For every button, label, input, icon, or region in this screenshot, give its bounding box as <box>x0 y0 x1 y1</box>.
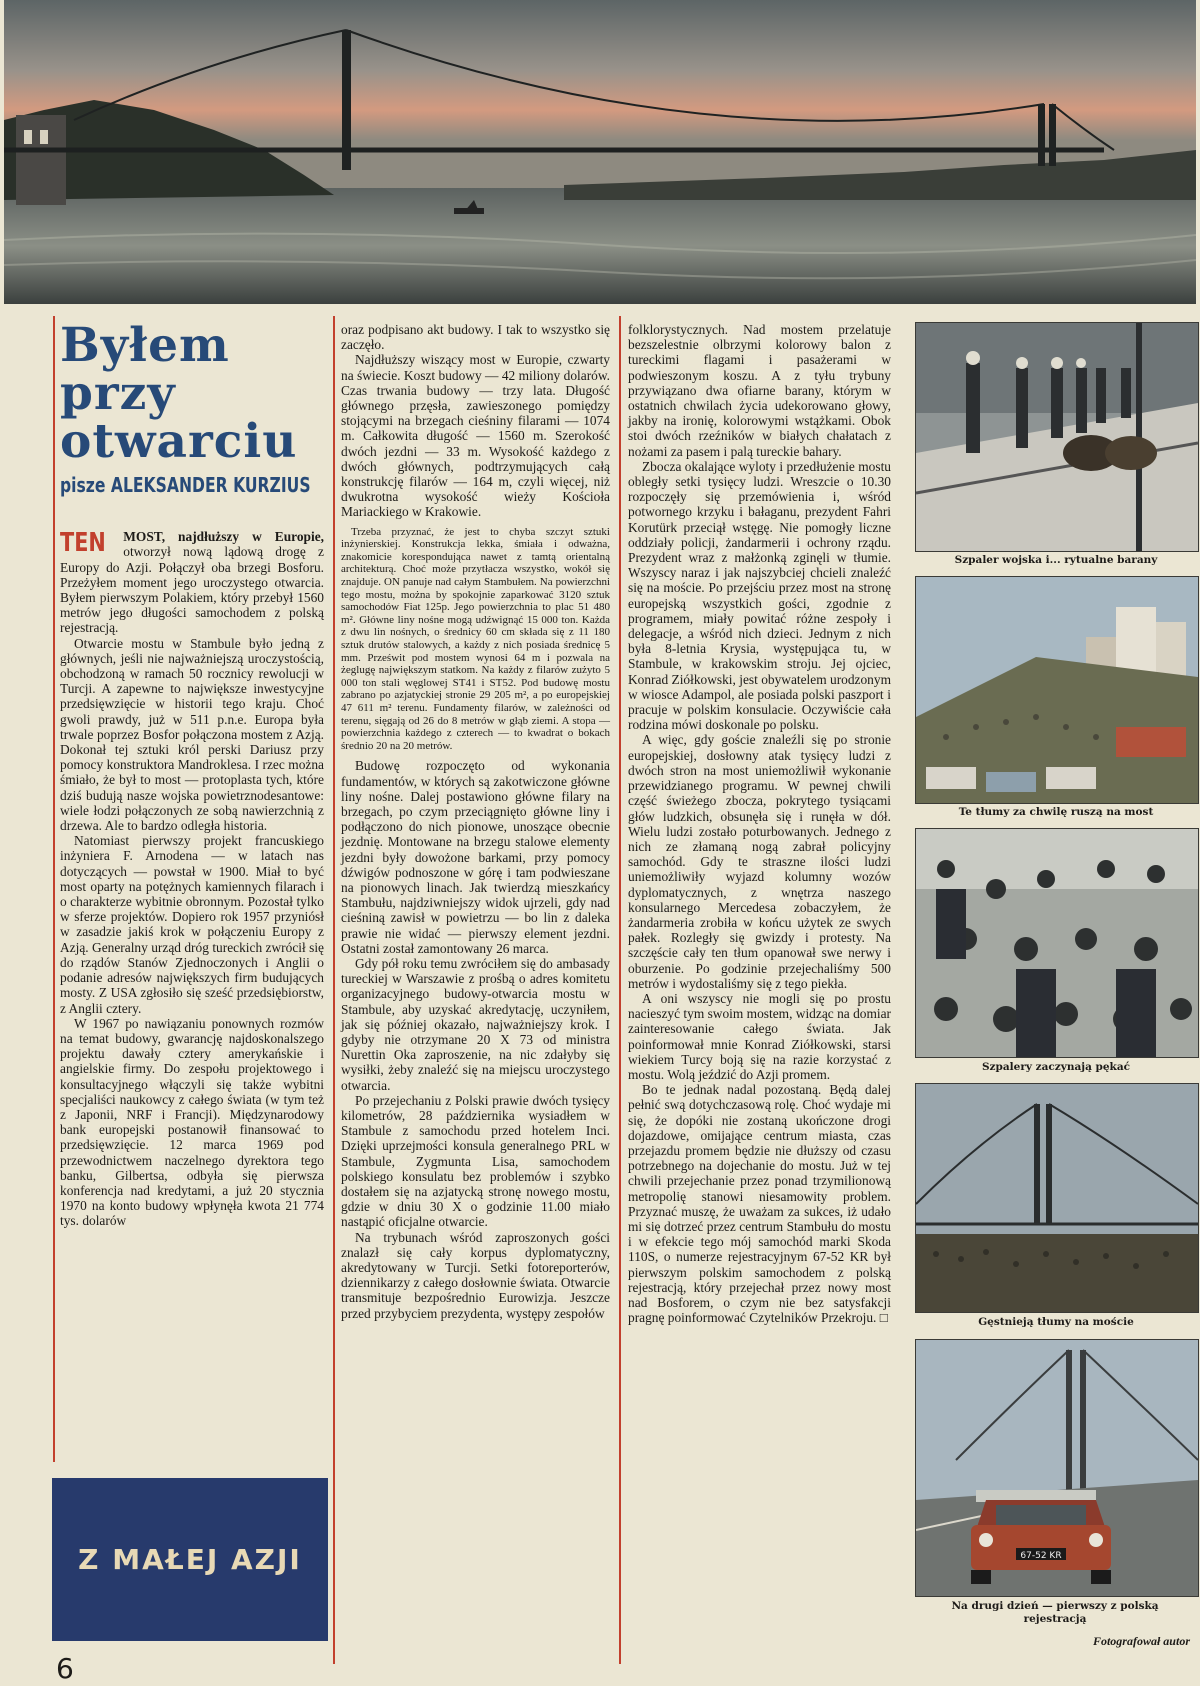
lead-text: otworzył nową lądową drogę z Europy do Azji. Połączył oba brzegi Bosforu. Przeżyłem moment jego uroczystego otwarcia. Byłem pierwszym Polakiem, który przebył 1560 metrów jego długości samochodem z polską rejestracją. <box>60 544 324 636</box>
column-rule-1 <box>53 316 55 1462</box>
photo-caption-2: Te tłumy za chwilę ruszą na most <box>958 806 1154 818</box>
paragraph: Natomiast pierwszy projekt francuskiego inżyniera F. Arnodena — w latach nas dotyczących — powstał w 1900. Miał to być most oparty na potężnych kamiennych filarach i o charakterze wybitnie obronnym. Pozostał tylko w sferze projektów. Dopiero rok 1957 przyniósł w zasadzie jakiś krok w połączeniu Europy z Azją. Generalny urząd dróg tureckich zwrócił się do rządów Stanów Zjednoczonych i Anglii o podanie adresów największych firm budujących mosty. Z USA zgłosiło się sześć przedsiębiorstw, z Anglii cztery. <box>60 833 324 1016</box>
section-banner <box>52 1478 328 1641</box>
headline-line-2: przy <box>60 366 176 421</box>
photo-crowd-on-bridge <box>915 1083 1199 1313</box>
column-rule-3 <box>619 316 621 1664</box>
paragraph: Najdłuższy wiszący most w Europie, czwarty na świecie. Koszt budowy — 42 miliony dolarów. Czas trwania budowy — trzy lata. Długość głównego przęsła, zawieszonego pomiędzy stojącymi na brzegach cieśniny filarami — 1074 m. Całkowita długość — 1560 m. Szerokość dwóch jezdni — 33 m. Wysokość każdego z dwóch głównych, podtrzymujących całą konstrukcję filarów — 164 m, czyli więcej, niż dwukrotna wysokość wieży Kościoła Mariackiego w Krakowie. <box>341 352 610 520</box>
article-column-1 <box>60 318 324 1229</box>
headline-line-1: Byłem <box>60 318 230 373</box>
paragraph: folklorystycznych. Nad mostem przelatuje bezszelestnie olbrzymi kolorowy balon z tureckimi flagami i pasażerami w podwieszonym koszu. A z tyłu trybuny przywiązano dwa ofiarne barany, którym w ostatnich chwilach życia udekorowano głowy, jakby na ironię, kolorowymi wstążkami. Obok stoi dwóch rzeźników w białych chałatach z nożami za pasem i palą tureckie bahary. <box>628 322 891 459</box>
lead-bold-text: MOST, najdłuższy w Europie, <box>123 529 324 545</box>
bridge-hero-photo <box>4 0 1196 304</box>
photo-caption-1: Szpaler wojska i... rytualne barany <box>954 554 1158 566</box>
article-headline <box>60 318 324 469</box>
lead-keyword: TEN <box>60 528 106 559</box>
paragraph: Zbocza okalające wyloty i przedłużenie mostu obległy setki tysięcy ludzi. Wreszcie o 10.30 rozpoczęły się przemówienia i, wśród potwornego krzyku i bałaganu, prezydent Fahri Korutürk przeciął wstęgę. Nie pomogły liczne oddziały policji, żandarmerii i ochrony rządu. Prezydent wraz z małżonką zginęli w tłumie. Wszyscy naraz i jak najszybciej chcieli znaleźć się na moście. Po przejściu przez most na stronę europejską wszystkich gości, zgodnie z programem, miały powitać różne zespoły i delegacje, a wśród nich dzieci. Jednym z nich była 8-letnia Krysia, występująca tu, w Stambule, w krakowskim stroju. Jej ojciec, Konrad Ziółkowski, jest obywatelem urodzonym w wiosce Adampol, ale posiada polski paszport i pracuje w polskim konsulacie. Oczywiście cała rodzina mówi doskonale po polsku. <box>628 458 891 733</box>
paragraph: Bo te jednak nadal pozostaną. Będą dalej pełnić swą dotychczasową rolę. Choć wydaje mi się, że dopóki nie zostaną ukończone drogi dojazdowe, omijające centrum miasta, czas przejazdu promem będzie nie dłuższy od czasu potrzebnego na dojechanie do mostu. Już w tej chwili przejechanie przez ponad trzymilionową metropolię stanowi niesamowity problem. Przyznać muszę, że uważam za sukces, iż udało mi się dotrzeć przez centrum Stambułu do mostu i w efekcie tego mój samochód marki Skoda 110S, o numerze rejestracyjnym 67-52 KR był pierwszym polskim samochodem z polską rejestracją, który przejechał przez nowy most nad Bosforem, o czym nie bez satysfakcji pragnę poinformować Czytelników Przekroju. □ <box>628 1082 891 1326</box>
photo-caption-4: Gęstnieją tłumy na moście <box>978 1316 1134 1328</box>
license-plate: 67-52 KR <box>1020 1551 1062 1561</box>
paragraph: W 1967 po nawiązaniu ponownych rozmów na temat budowy, gwarancję najdoskonalszego projektu dawały cztery amerykańskie i angielskie firmy. Do zespołu projektowego i konsultacyjnego włączyli się także wybitni specjaliści naukowcy z całego świata (w tym też z Japonii, NRF i Francji). Międzynarodowy bank europejski postanowił finansować to przedsięwzięcie. 12 marca 1969 pod przewodnictwem naczelnego dyrektora tego banku, Gilbertsa, odbyła się pierwsza konferencja nad kredytami, a już 20 stycznia 1970 na konto budowy wpłynęła kwota 21 774 tys. dolarów <box>60 1015 324 1229</box>
paragraph: Po przejechaniu z Polski prawie dwóch tysięcy kilometrów, 28 października wysiadłem w Stambule z samochodu przed hotelem Inci. Dzięki uprzejmości konsula generalnego PRL w Stambule, Zygmunta Lisa, samochodem polskiego konsulatu bez problemów i szybko dostałem się na azjatycką stronę nowego mostu, gdzie w dniu 30 X o godzinie 11.00 miało nastąpić oficjalne otwarcie. <box>341 1092 610 1230</box>
fact-box-paragraph: Trzeba przyznać, że jest to chyba szczyt sztuki inżynierskiej. Konstrukcja lekka, śmiała i odważna, znakomicie korespondująca nawet z tamtą orientalną architekturą. Choć może przytłacza wszystko, wokół się znajduje. ON panuje nad całym Stambułem. Na powierzchni tego mostu, można by spokojnie zaparkować 3120 sztuk samochodów Fiat 125p. Jego powierzchnia to plac 51 480 m². Główne liny nośne mogą udźwignąć 15 000 ton. Każda z dwu lin nośnych, o średnicy 60 cm składa się z 11 180 sztuk drutów stalowych, a każdy z nich posiada średnicę 5 mm. Prześwit pod mostem wynosi 64 m i pozwala na żeglugę największym statkom. Na każdy z filarów zużyto 5 000 ton stali węglowej ST41 i ST52. Pod budowę mostu zabrano po azjatyckiej stronie 29 205 m², a po europejskiej 47 611 m² terenu. Fundamenty filarów, w zależności od terenu, sięgają od 26 do 8 metrów w głąb ziemi. A stopa — powierzchnia każdego z czterech — to kwadrat o bokach średnio 20 na 20 metrów. <box>341 525 610 752</box>
headline-line-3: otwarciu <box>60 414 298 469</box>
photo-caption-5: Na drugi dzień — pierwszy z polską rejestracją <box>951 1600 1159 1625</box>
photo-crowd-hillside <box>915 576 1199 804</box>
article-column-2 <box>341 322 610 1321</box>
paragraph: oraz podpisano akt budowy. I tak to wszystko się zaczęło. <box>341 322 610 353</box>
paragraph: A więc, gdy goście znaleźli się po stronie europejskiej, dosłowny atak tysięcy ludzi z dwóch stron na most uniemożliwił wykonanie przewidzianego programu. W pewnej chwili część świeżego zbocza, pokrytego tysiącami głów ludzkich, obsunęła się i runęła w dół. Wielu ludzi zostało poturbowanych. Jednego z nich ze złamaną nogą zabrał policyjny samochód. Gdy te straszne ilości ludzi uniemożliwiły wyjazd kolumny wozów dyplomatycznych, z wnętrza naszego konsularnego Mercedesa zobaczyłem, że żandarmeria zrobiła w końcu użytek ze swych pałek. Rozległy się gwizdy i protesty. Na szczęście cały ten tłum opanował swe nerwy i oburzenie. Po godzinie przejechaliśmy 500 metrów i wydostaliśmy się z tego piekła. <box>628 732 891 991</box>
paragraph: Budowę rozpoczęto od wykonania fundamentów, w których są zakotwiczone główne liny nośne. Dalej postawiono główne filary na brzegach, po czym przeciągnięto główne liny i podłączono do nich pionowe, unoszące obecnie jezdnię. Montowane na brzegu stalowe elementy jezdni były dowożone barkami, przy pomocy dźwigów podnoszone w górę i tam podwieszane na pionowych linach. Jak twierdzą mieszkańcy Stambułu, najdziwniejszy widok ujrzeli, gdy nad cieśniną zawisł w powietrzu — bo lin z daleka prawie nie widać — pierwszy element jezdni. Ostatni został zamontowany 26 marca. <box>341 758 610 956</box>
photo-caption-3: Szpalery zaczynają pękać <box>981 1061 1131 1073</box>
column-rule-2 <box>333 316 335 1664</box>
photo-soldiers <box>915 322 1199 552</box>
article-byline: pisze ALEKSANDER KURZIUS <box>60 473 311 497</box>
photo-crowd-breaking <box>915 828 1199 1058</box>
paragraph: A oni wszyscy nie mogli się po prostu nacieszyć tym swoim mostem, widząc na domiar zainteresowanie całego świata. Jak poinformował mnie Konrad Ziółkowski, starsi wiekiem Turcy boją się na razie korzystać z mostu. Wolą jeździć do Azji promem. <box>628 990 891 1082</box>
paragraph: Na trybunach wśród zaproszonych gości znalazł się cały korpus dyplomatyczny, akredytowany w Turcji. Setki fotoreporterów, dziennikarzy z całego dosłownie świata. Otwarcie transmituje bezpośrednio Eurowizja. Jeszcze przed przybyciem prezydenta, występy zespołów <box>341 1229 610 1321</box>
paragraph: Gdy pół roku temu zwróciłem się do ambasady tureckiej w Warszawie z prośbą o adres komitetu organizacyjnego budowy-otwarcia mostu w Stambule, aby uzyskać akredytację, uczyniłem, jak się później okazało, najważniejszy krok. I gdyby nie otrzymane 20 X 73 od ministra Nurettin Oka zaproszenie, na nic zdałyby się wysiłki, żeby znaleźć się na miejscu uroczystego otwarcia. <box>341 955 610 1093</box>
section-banner-text: Z MAŁEJ AZJI <box>78 1543 302 1576</box>
page-number: 6 <box>56 1652 74 1685</box>
photo-skoda-car <box>915 1339 1199 1597</box>
lead-paragraph <box>60 529 324 635</box>
paragraph: Otwarcie mostu w Stambule było jedną z głównych, jeśli nie najważniejszą uroczystością, obchodzoną w ramach 50 rocznicy rewolucji w Turcji. A zapewne to największe inwestycyjne przedsięwzięcie w historii tego kraju. Choć gwoli prawdy, już w 511 p.n.e. Europa była trwale poprzez Bosfor połączona mostem z Azją. Dokonał tej sztuki król perski Dariusz przy pomocy konstruktora Mandroklesa. I rzec można śmiało, że był to most — protoplasta tych, które dziś budują nasze wojska powietrznodesantowe: wiele łodzi połączonych ze sobą nawierzchnią z drzewa. Ale to bardzo odległa historia. <box>60 635 324 834</box>
photo-credit: Fotografował autor <box>1092 1634 1190 1648</box>
article-column-3 <box>628 322 891 1325</box>
